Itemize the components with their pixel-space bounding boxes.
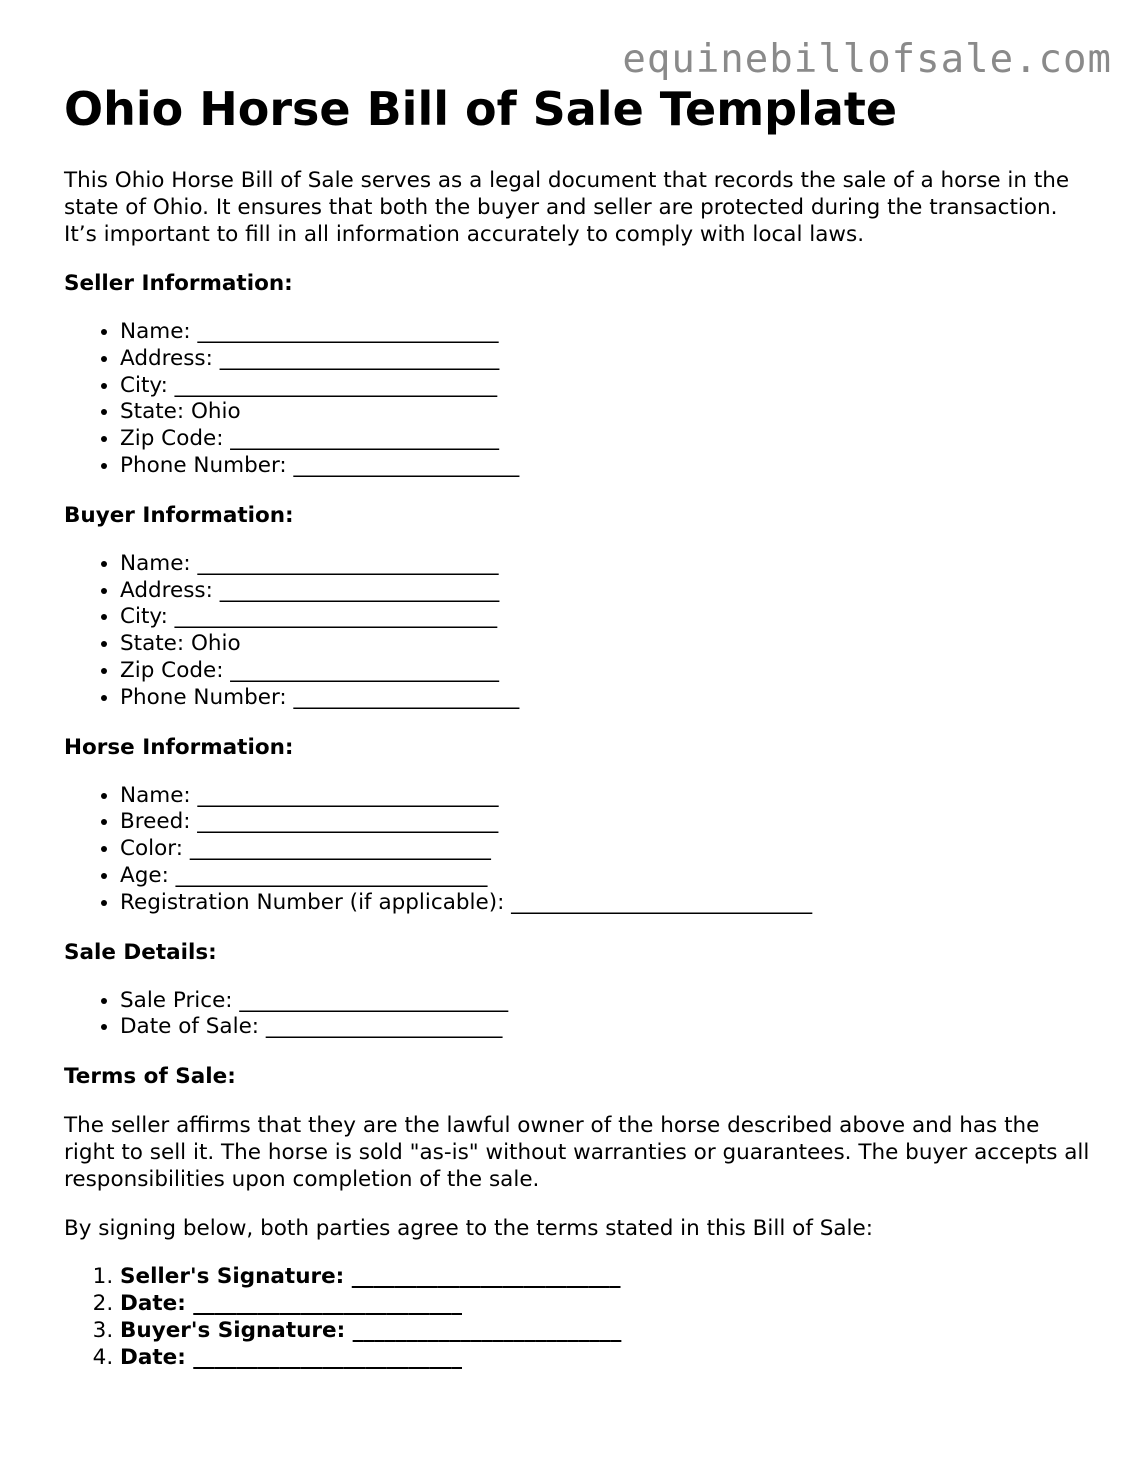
horse-list [64,783,1094,917]
signature-list [64,1264,1094,1371]
buyer-zip-field: • Zip Code: _________________________ [120,658,1094,685]
horse-breed-field: • Breed: ____________________________ [120,809,1094,836]
horse-registration-field: • Registration Number (if applicable): ____________________________ [120,890,1094,917]
sale-list [64,988,1094,1042]
seller-phone-field: • Phone Number: _____________________ [120,453,1094,480]
sale-date-field: • Date of Sale: ______________________ [120,1014,1094,1041]
seller-name-field: • Name: ____________________________ [120,319,1094,346]
buyer-phone-field: • Phone Number: _____________________ [120,685,1094,712]
seller-list [64,319,1094,480]
sale-heading: Sale Details: [64,939,217,965]
horse-age-field: • Age: _____________________________ [120,863,1094,890]
buyer-list [64,551,1094,712]
seller-city-field: • City: ______________________________ [120,373,1094,400]
seller-heading: Seller Information: [64,271,293,296]
seller-address-field: • Address: __________________________ [120,346,1094,373]
horse-name-field: • Name: ____________________________ [120,783,1094,810]
page-title: Ohio Horse Bill of Sale Template [64,82,898,136]
buyer-address-field: • Address: __________________________ [120,578,1094,605]
watermark-text: equinebillofsale.com [622,37,1112,82]
horse-color-field: • Color: ____________________________ [120,836,1094,863]
terms-heading: Terms of Sale: [64,1064,236,1090]
buyer-date-line [120,1345,1094,1372]
seller-state-field: • State: Ohio [120,399,1094,426]
sale-price-field: • Sale Price: _________________________ [120,988,1094,1015]
buyer-heading: Buyer Information: [64,502,294,528]
seller-date-line [120,1291,1094,1318]
seller-date-label: Date: _________________________ [120,1290,463,1316]
seller-signature-label: Seller's Signature: _________________________ [120,1264,621,1290]
buyer-signature-line [120,1318,1094,1345]
agreement-paragraph: By signing below, both parties agree to the terms stated in this Bill of Sale: [64,1216,874,1242]
buyer-state-field: • State: Ohio [120,631,1094,658]
intro-paragraph: This Ohio Horse Bill of Sale serves as a legal document that records the sale of a horse in the state of Ohio. It ensures that both the buyer and seller are protected during the transaction. It’s important to fill in all information accurately to comply with local laws. [64,168,1070,247]
document-page [64,80,1094,1371]
buyer-date-label: Date: _________________________ [120,1344,463,1370]
seller-zip-field: • Zip Code: _________________________ [120,426,1094,453]
horse-heading: Horse Information: [64,734,294,760]
buyer-name-field: • Name: ____________________________ [120,551,1094,578]
seller-signature-line [120,1264,1094,1291]
buyer-signature-label: Buyer's Signature: _________________________ [120,1317,622,1343]
buyer-city-field: • City: ______________________________ [120,604,1094,631]
terms-paragraph: The seller affirms that they are the lawful owner of the horse described above and has the right to sell it. The horse is sold "as-is" without warranties or guarantees. The buyer accepts all responsibilities upon completion of the sale. [64,1113,1090,1193]
